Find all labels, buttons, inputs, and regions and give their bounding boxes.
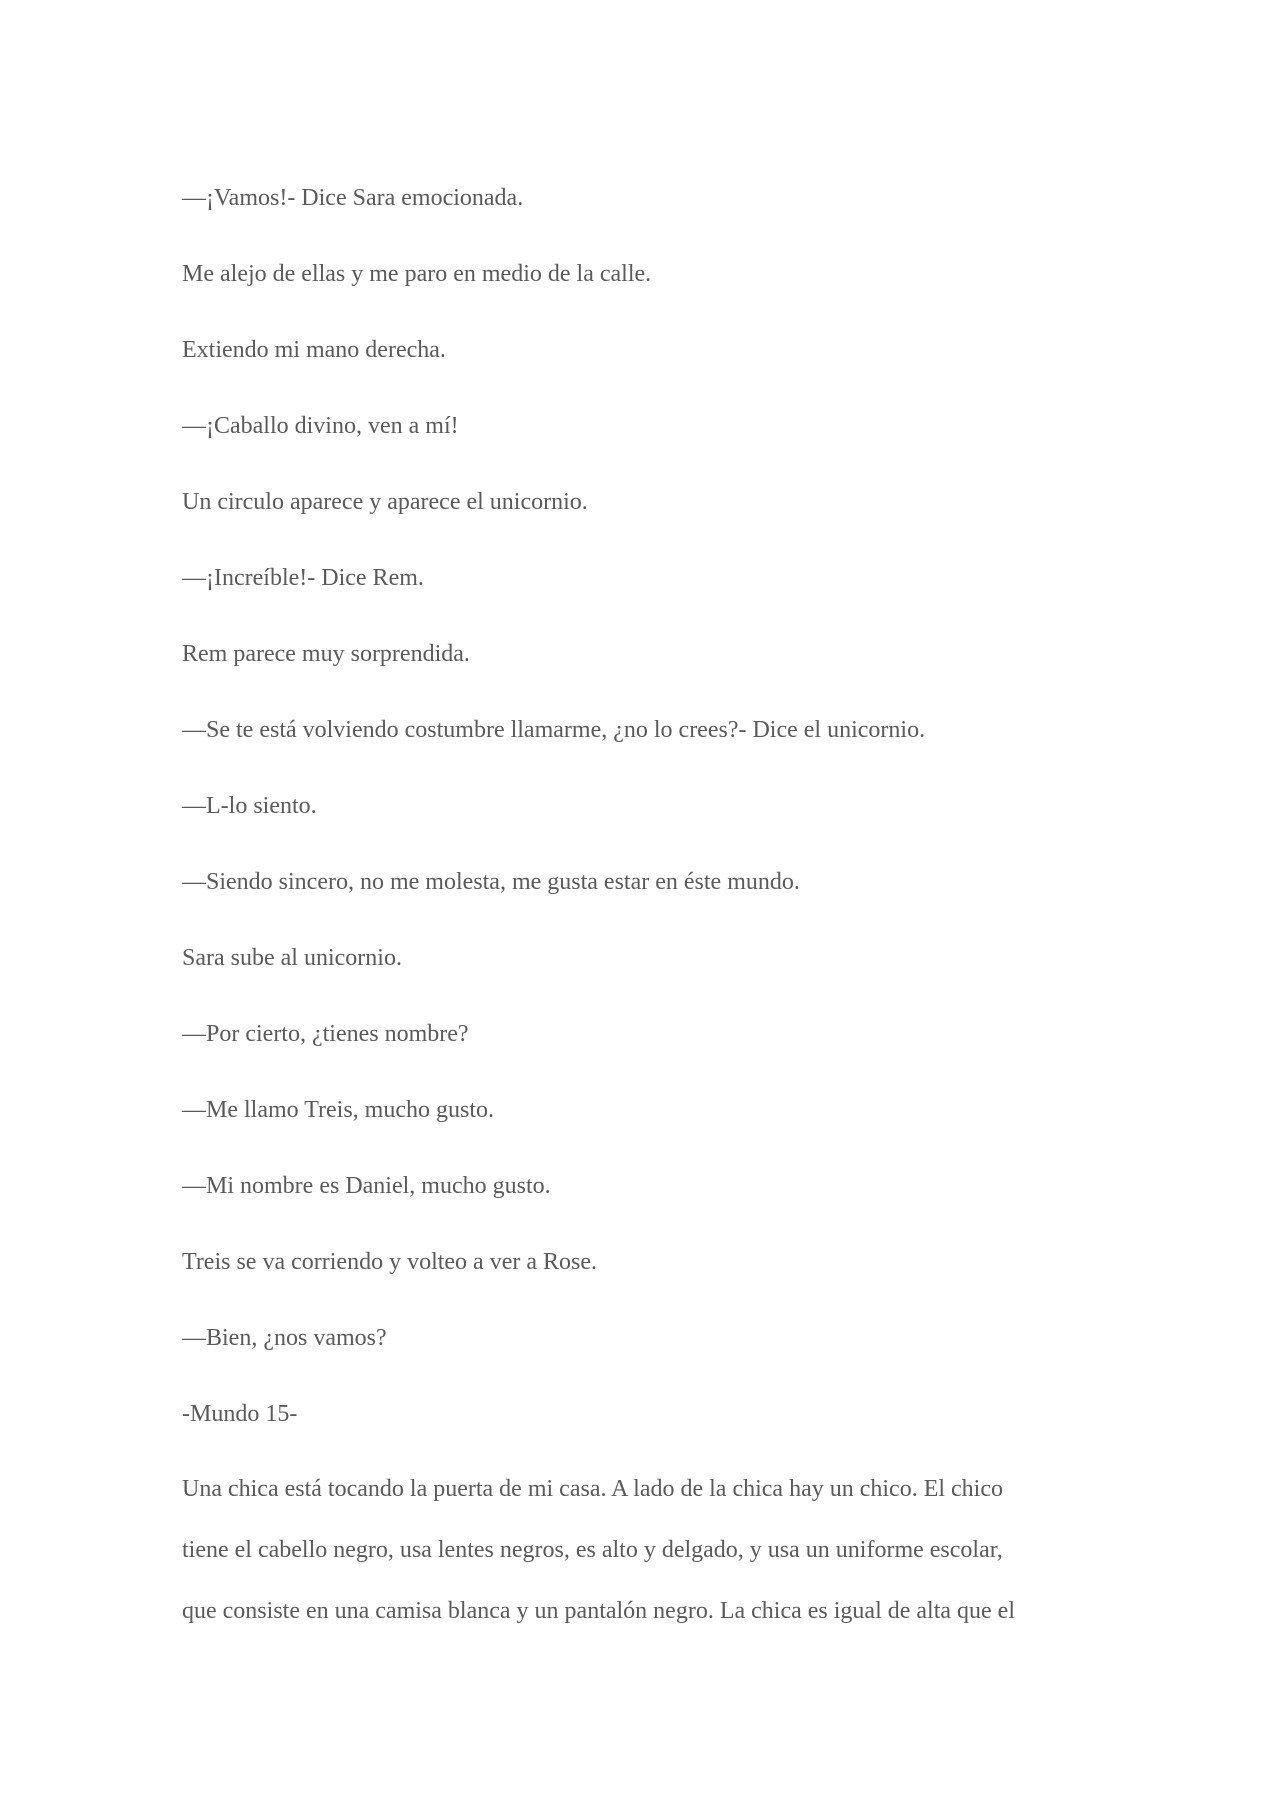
text-body bbox=[182, 174, 1102, 1642]
paragraph: Un circulo aparece y aparece el unicornio. bbox=[182, 489, 588, 515]
paragraph: —¡Increíble!- Dice Rem. bbox=[182, 565, 424, 591]
paragraph: —L-lo siento. bbox=[182, 793, 317, 819]
paragraph: Me alejo de ellas y me paro en medio de la calle. bbox=[182, 261, 652, 287]
paragraph: —¡Caballo divino, ven a mí! bbox=[182, 413, 459, 439]
paragraph-line: que consiste en una camisa blanca y un pantalón negro. La chica es igual de alta que el bbox=[182, 1598, 1016, 1624]
paragraph: —Se te está volviendo costumbre llamarme, ¿no lo crees?- Dice el unicornio. bbox=[182, 717, 926, 743]
paragraph-line: Una chica está tocando la puerta de mi casa. A lado de la chica hay un chico. El chico bbox=[182, 1476, 1003, 1502]
section-heading: -Mundo 15- bbox=[182, 1401, 298, 1427]
paragraph: Sara sube al unicornio. bbox=[182, 945, 402, 971]
paragraph-line: tiene el cabello negro, usa lentes negros, es alto y delgado, y usa un uniforme escolar, bbox=[182, 1537, 1003, 1563]
paragraph: —¡Vamos!- Dice Sara emocionada. bbox=[182, 185, 524, 211]
paragraph: —Bien, ¿nos vamos? bbox=[182, 1325, 387, 1351]
paragraph: Extiendo mi mano derecha. bbox=[182, 337, 446, 363]
paragraph: —Siendo sincero, no me molesta, me gusta estar en éste mundo. bbox=[182, 869, 800, 895]
paragraph: Treis se va corriendo y volteo a ver a Rose. bbox=[182, 1249, 598, 1275]
paragraph: —Me llamo Treis, mucho gusto. bbox=[182, 1097, 495, 1123]
paragraph: Rem parece muy sorprendida. bbox=[182, 641, 470, 667]
paragraph: —Mi nombre es Daniel, mucho gusto. bbox=[182, 1173, 551, 1199]
final-paragraph bbox=[182, 1459, 1102, 1642]
paragraph: —Por cierto, ¿tienes nombre? bbox=[182, 1021, 469, 1047]
